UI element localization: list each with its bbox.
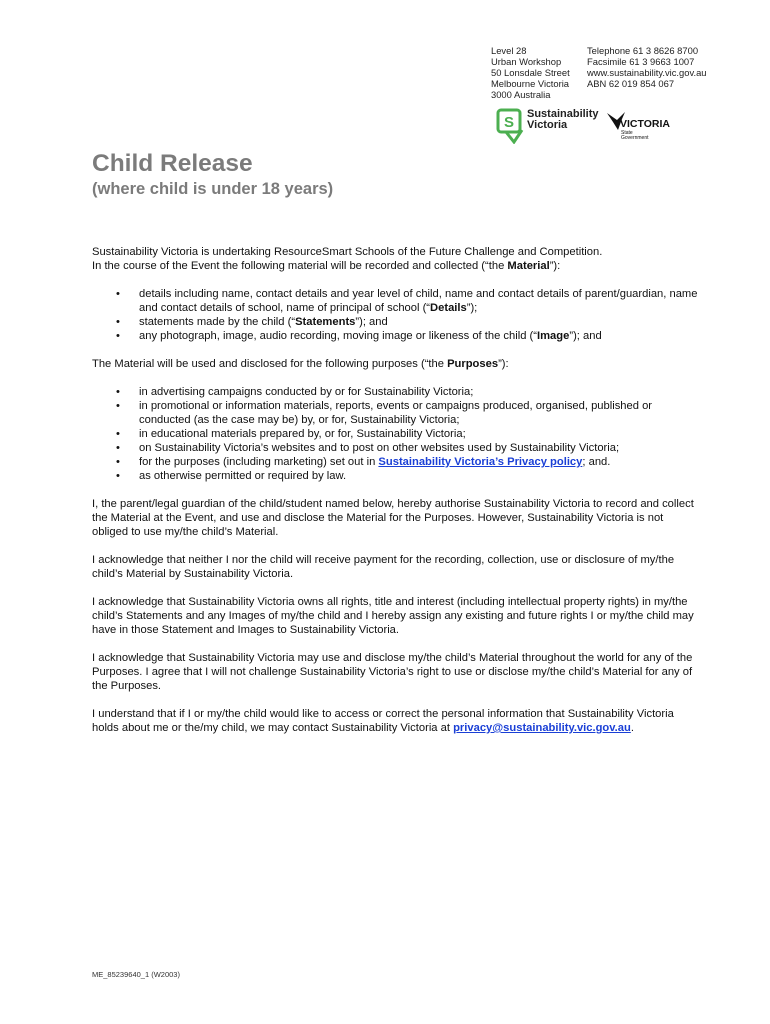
list-item-text: ; and. <box>582 456 611 468</box>
list-item-text: on Sustainability Victoria’s websites and to post on other websites used by Sustainability Victoria; <box>139 442 620 454</box>
list-item-text: for the purposes (including marketing) set out in <box>139 456 379 468</box>
address-block <box>491 45 570 100</box>
purposes-intro-text: ”): <box>498 358 509 370</box>
contact-line: Telephone 61 3 8626 8700 <box>587 45 699 56</box>
privacy-paragraph-end: . <box>630 722 634 734</box>
contact-line: Facsimile 61 3 9663 1007 <box>587 56 695 67</box>
address-line: Melbourne Victoria <box>491 78 569 89</box>
list-item: • in promotional or information materials, reports, events or campaigns produced, organised, published or conducted (as the case may be) by, or for, Sustainability Victoria; <box>116 400 653 426</box>
intro-line1: Sustainability Victoria is undertaking ResourceSmart Schools of the Future Challenge and Competition. <box>92 246 603 258</box>
privacy-paragraph-text: I understand that if I or my/the child would like to access or correct the personal information that Sustainability Victoria holds about me or the/my child, we may contact Sustainability Victoria at <box>92 708 674 734</box>
purposes-list <box>92 385 698 483</box>
address-line: Level 28 <box>491 45 527 56</box>
sustainability-victoria-logo <box>496 108 606 144</box>
victoria-government-logo <box>606 110 676 144</box>
victoria-logo-sub1: State <box>621 130 633 136</box>
page-subtitle: (where child is under 18 years) <box>92 180 334 198</box>
address-line: 3000 Australia <box>491 89 551 100</box>
privacy-paragraph <box>92 707 698 735</box>
material-list <box>92 287 698 343</box>
intro-line2-post: ”): <box>549 260 561 272</box>
list-item-text: in educational materials prepared by, or for, Sustainability Victoria; <box>139 428 466 440</box>
list-item-text: in promotional or information materials, reports, events or campaigns produced, organised, published or conducted (as the case may be) by, or for, Sustainability Victoria; <box>139 400 653 426</box>
list-item: • statements made by the child (“Statements”); and <box>116 316 388 328</box>
list-item-text: ”); <box>466 302 478 314</box>
authorisation-paragraph: I, the parent/legal guardian of the child/student named below, hereby authorise Sustainability Victoria to record and collect the Material at the Event, and use and disclose the Material for the Purposes. However, Sustainability Victoria is not obliged to use my/the child’s Material. <box>92 498 694 538</box>
privacy-email-link[interactable]: privacy@sustainability.vic.gov.au <box>453 722 631 734</box>
list-item: • any photograph, image, audio recording, moving image or likeness of the child (“Image”); and <box>116 330 602 342</box>
contact-line: www.sustainability.vic.gov.au <box>587 67 707 78</box>
contact-line: ABN 62 019 854 067 <box>587 78 675 89</box>
document-body <box>92 245 698 735</box>
victoria-logo-sub2: Government <box>621 135 649 141</box>
page-title: Child Release <box>92 150 253 177</box>
address-line: Urban Workshop <box>491 56 562 67</box>
use-paragraph: I acknowledge that Sustainability Victoria may use and disclose my/the child’s Material throughout the world for any of the Purposes. I agree that I will not challenge Sustainability Victoria’s right to use or disclose my/the child’s Material for any of the Purposes. <box>92 652 693 692</box>
purposes-intro <box>92 357 698 371</box>
privacy-policy-link[interactable]: Sustainability Victoria’s Privacy policy <box>378 456 583 468</box>
purposes-intro-text: The Material will be used and disclosed for the following purposes (“the <box>92 358 448 370</box>
list-item: • for the purposes (including marketing) set out in Sustainability Victoria’s Privacy policy; and. <box>116 456 611 468</box>
intro-paragraph <box>92 245 698 273</box>
sv-logo-line1: Sustainability <box>527 108 599 120</box>
list-item-text: in advertising campaigns conducted by or for Sustainability Victoria; <box>139 386 474 398</box>
purposes-intro-bold: Purposes <box>447 358 499 370</box>
rights-paragraph: I acknowledge that Sustainability Victoria owns all rights, title and interest (including intellectual property rights) in my/the child’s Statements and any Images of my/the child and I hereby assign any existing and future rights I or my/the child may have in those Statement and Images to Sustainability Victoria. <box>92 596 694 636</box>
list-item-text: ”); and <box>569 330 602 342</box>
payment-paragraph: I acknowledge that neither I nor the child will receive payment for the recording, collection, use or disclosure of my/the child’s Material by Sustainability Victoria. <box>92 554 675 580</box>
document-reference-footer: ME_85239640_1 (W2003) <box>92 970 180 979</box>
list-item: • as otherwise permitted or required by law. <box>116 470 347 482</box>
list-item-bold: Image <box>537 330 570 342</box>
intro-line2-bold: Material <box>507 260 550 272</box>
list-item: • on Sustainability Victoria’s websites and to post on other websites used by Sustainability Victoria; <box>116 442 620 454</box>
address-line: 50 Lonsdale Street <box>491 67 570 78</box>
list-item: • details including name, contact details and year level of child, name and contact details of parent/guardian, name and contact details of school, name of principal of school (“Details”); <box>116 288 698 314</box>
list-item-text: any photograph, image, audio recording, moving image or likeness of the child (“ <box>139 330 537 342</box>
list-item: • in advertising campaigns conducted by or for Sustainability Victoria; <box>116 386 474 398</box>
list-item-text: as otherwise permitted or required by law. <box>139 470 347 482</box>
contact-block <box>587 45 707 89</box>
list-item-bold: Details <box>430 302 467 314</box>
list-item: • in educational materials prepared by, or for, Sustainability Victoria; <box>116 428 466 440</box>
sv-logo-line2: Victoria <box>527 119 568 131</box>
victoria-logo-word: VICTORIA <box>620 118 670 130</box>
intro-line2-pre: In the course of the Event the following material will be recorded and collected (“the <box>92 260 508 272</box>
list-item-text: details including name, contact details and year level of child, name and contact details of parent/guardian, name and contact details of school, name of principal of school (“ <box>139 288 698 314</box>
svg-text:S: S <box>503 114 515 131</box>
list-item-text: statements made by the child (“ <box>139 316 296 328</box>
list-item-text: ”); and <box>355 316 388 328</box>
list-item-bold: Statements <box>295 316 356 328</box>
